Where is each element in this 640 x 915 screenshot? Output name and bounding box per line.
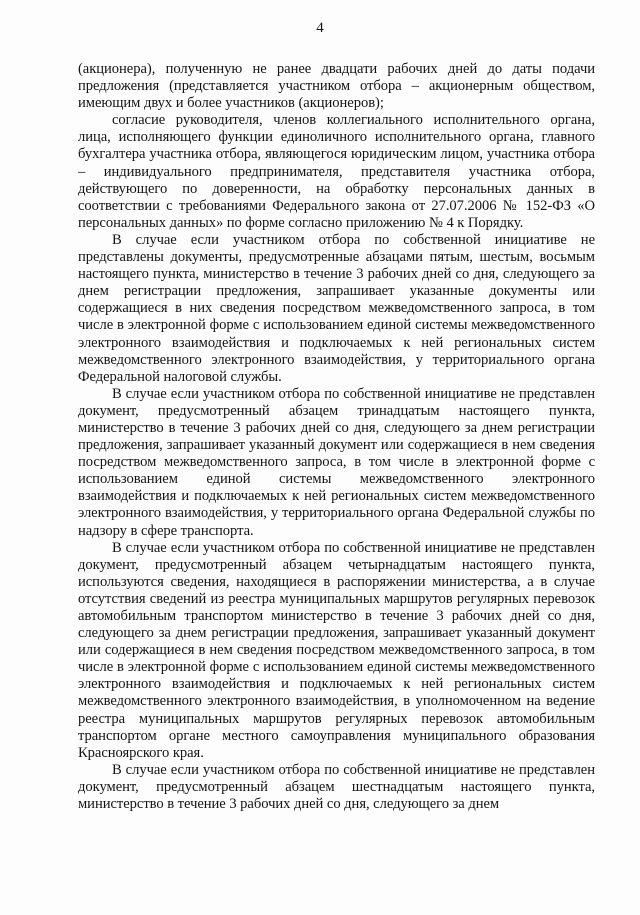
paragraph-personal-data-consent: согласие руководителя, членов коллегиального исполнительного органа, лица, исполняющего функции единоличного исполнительного органа, главного бухгалтера участника отбора, являющегося юридическим лицом, участника отбора – индивидуального предпринимателя, представителя участника отбора, действующего по доверенности, на обработку персональных данных в соответствии с требованиями Федерального закона от 27.07.2006 № 152-ФЗ «О персональных данных» по форме согласно приложению № 4 к Порядку. (78, 112, 595, 231)
paragraph-shareholder-list: (акционера), полученную не ранее двадцати рабочих дней до даты подачи предложения (представляется участником отбора – акционерным обществом, имеющим двух и более участников (акционеров); (78, 61, 595, 112)
paragraph-sixteenth-paragraph-request: В случае если участником отбора по собственной инициативе не представлен документ, предусмотренный абзацем шестнадцатым настоящего пункта, министерство в течение 3 рабочих дней со дня, следующего за днем (78, 761, 595, 813)
page-number: 4 (316, 20, 324, 36)
document-body (78, 61, 595, 813)
paragraph-transport-supervision-request: В случае если участником отбора по собственной инициативе не представлен документ, предусмотренный абзацем тринадцатым настоящего пункта, министерство в течение 3 рабочих дней со дня, следующего за днем регистрации предложения, запрашивает указанный документ или содержащиеся в нем сведения посредством межведомственного запроса, в том числе в электронной форме с использованием единой системы межведомственного электронного взаимодействия и подключаемых к ней региональных систем межведомственного электронного взаимодействия, у территориального органа Федеральной службы по надзору в сфере транспорта. (78, 385, 595, 539)
paragraph-municipal-routes-request: В случае если участником отбора по собственной инициативе не представлен документ, предусмотренный абзацем четырнадцатым настоящего пункта, используются сведения, находящиеся в распоряжении министерства, а в случае отсутствия сведений из реестра муниципальных маршрутов регулярных перевозок автомобильным транспортом министерство в течение 3 рабочих дней со дня, следующего за днем регистрации предложения, запрашивает указанный документ или содержащиеся в нем сведения посредством межведомственного запроса, в том числе в электронной форме с использованием единой системы межведомственного электронного взаимодействия и подключаемых к ней региональных систем межведомственного электронного взаимодействия, в уполномоченном на ведение реестра муниципальных маршрутов регулярных перевозок автомобильным транспортом органе местного самоуправления муниципального образования Красноярского края. (78, 539, 595, 761)
paragraph-tax-service-request: В случае если участником отбора по собственной инициативе не представлены документы, предусмотренные абзацами пятым, шестым, восьмым настоящего пункта, министерство в течение 3 рабочих дней со дня, следующего за днем регистрации предложения, запрашивает указанные документы или содержащиеся в них сведения посредством межведомственного запроса, в том числе в электронной форме с использованием единой системы межведомственного электронного взаимодействия и подключаемых к ней региональных систем межведомственного электронного взаимодействия, у территориального органа Федеральной налоговой службы. (78, 231, 595, 385)
